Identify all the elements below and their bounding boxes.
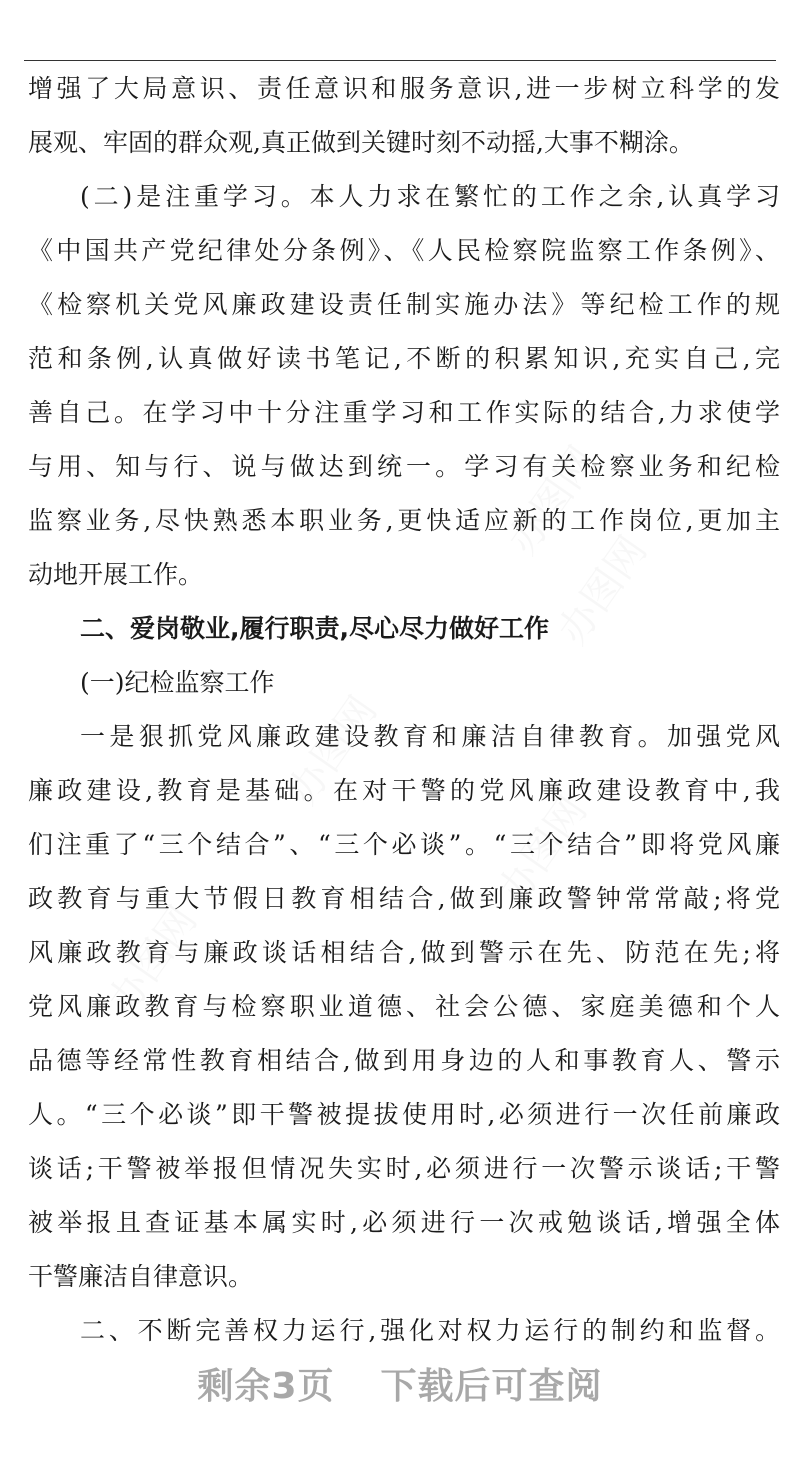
- text-line: (二)是注重学习。本人力求在繁忙的工作之余,认真学习: [80, 182, 780, 211]
- document-body: [28, 62, 780, 1358]
- watermark-logo: 办图网: [279, 688, 387, 813]
- text-line: 《检察机关党风廉政建设责任制实施办法》等纪检工作的规: [28, 290, 780, 319]
- watermark-logo: 办图网: [549, 528, 657, 653]
- subsection-heading: (一)纪检监察工作: [80, 668, 275, 697]
- download-to-view-text: 下载后可查阅: [380, 1366, 603, 1407]
- text-line: 《中国共产党纪律处分条例》、《人民检察院监察工作条例》、: [28, 236, 780, 265]
- text-line: 政教育与重大节假日教育相结合,做到廉政警钟常常敲;将党: [28, 884, 780, 913]
- watermark-logo: 办图网: [499, 438, 607, 563]
- text-line: 善自己。在学习中十分注重学习和工作实际的结合,力求使学: [28, 398, 780, 427]
- section-heading: 二、爱岗敬业,履行职责,尽心尽力做好工作: [80, 614, 549, 643]
- paragraph-block-2: [28, 710, 780, 1358]
- text-line: 监察业务,尽快熟悉本职业务,更快适应新的工作岗位,更加主: [28, 506, 780, 535]
- text-line: 范和条例,认真做好读书笔记,不断的积累知识,充实自己,完: [28, 344, 780, 373]
- header-rule: [24, 60, 776, 61]
- text-line: 品德等经常性教育相结合,做到用身边的人和事教育人、警示: [28, 1046, 780, 1075]
- text-line: 与用、知与行、说与做达到统一。学习有关检察业务和纪检: [28, 452, 780, 481]
- text-line: 人。“三个必谈”即干警被提拔使用时,必须进行一次任前廉政: [28, 1100, 780, 1129]
- download-prompt[interactable]: [0, 1358, 800, 1409]
- text-line: 谈话;干警被举报但情况失实时,必须进行一次警示谈话;干警: [28, 1154, 780, 1183]
- watermark-logo: 办图网: [489, 788, 597, 913]
- watermark-logo: 办图网: [99, 898, 207, 1023]
- text-line: 风廉政教育与廉政谈话相结合,做到警示在先、防范在先;将: [28, 938, 780, 967]
- text-line: 二、不断完善权力运行,强化对权力运行的制约和监督。: [80, 1316, 780, 1345]
- text-line: 增强了大局意识、责任意识和服务意识,进一步树立科学的发: [28, 74, 780, 103]
- text-line: 被举报且查证基本属实时,必须进行一次戒勉谈话,增强全体: [28, 1208, 780, 1237]
- text-line: 展观、牢固的群众观,真正做到关键时刻不动摇,大事不糊涂。: [28, 128, 694, 157]
- text-line: 廉政建设,教育是基础。在对干警的党风廉政建设教育中,我: [28, 776, 780, 805]
- remaining-pages-text: 剩余3页: [197, 1366, 335, 1407]
- text-line: 们注重了“三个结合”、“三个必谈”。“三个结合”即将党风廉: [28, 830, 780, 859]
- text-line: 动地开展工作。: [28, 560, 204, 589]
- text-line: 一是狠抓党风廉政建设教育和廉洁自律教育。加强党风: [80, 722, 780, 751]
- text-line: 干警廉洁自律意识。: [28, 1262, 254, 1291]
- text-line: 党风廉政教育与检察职业道德、社会公德、家庭美德和个人: [28, 992, 780, 1021]
- paragraph-block-1: [28, 62, 780, 602]
